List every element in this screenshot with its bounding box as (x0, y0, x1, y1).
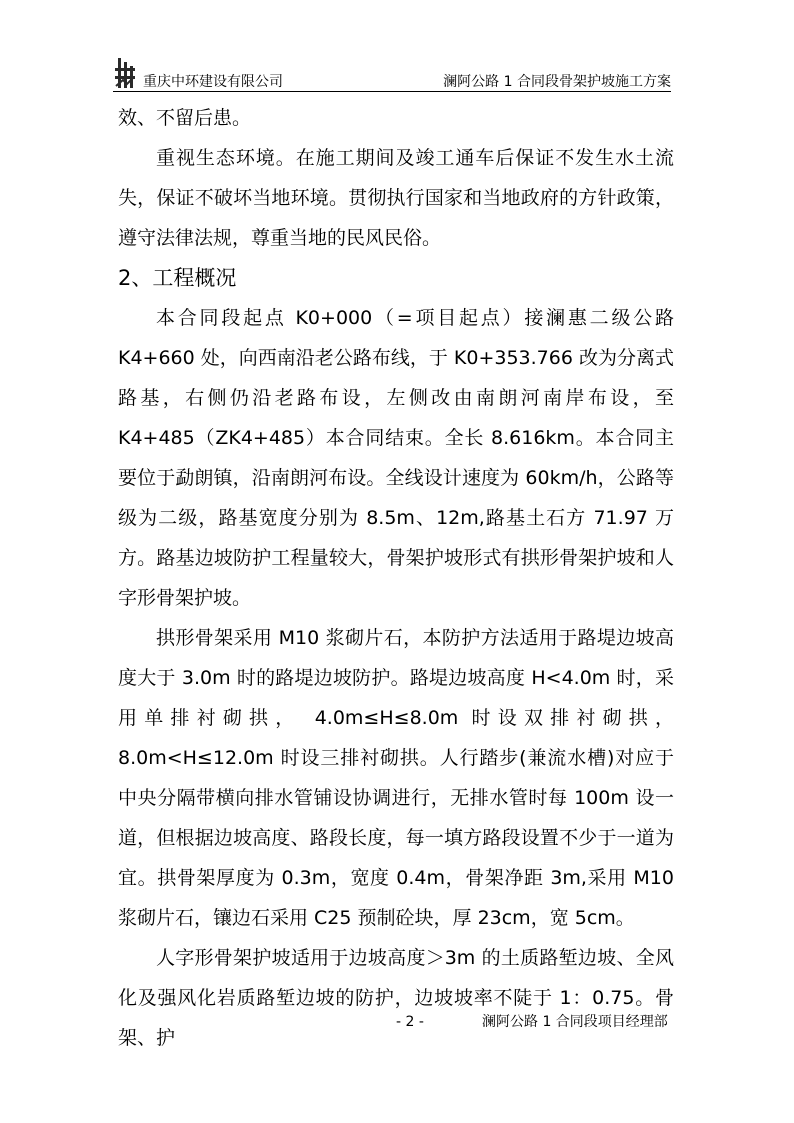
page-number: - 2 - (396, 1014, 424, 1030)
paragraph-herringbone-frame: 人字形骨架护坡适用于边坡高度＞3m 的土质路堑边坡、全风化及强风化岩质路堑边坡的防护，边坡坡率不陡于 1：0.75。骨架、护 (118, 947, 674, 1049)
page-body (118, 98, 674, 1058)
paragraph-continued: 效、不留后患。 (118, 107, 252, 129)
document-title: 澜阿公路 1 合同段骨架护坡施工方案 (443, 74, 671, 90)
paragraph-ecology: 重视生态环境。在施工期间及竣工通车后保证不发生水土流失，保证不破坏当地环境。贯彻执行国家和当地政府的方针政策，遵守法律法规，尊重当地的民风民俗。 (118, 147, 674, 249)
page-header (113, 56, 671, 92)
page-footer (0, 1014, 794, 1034)
paragraph-arch-frame: 拱形骨架采用 M10 浆砌片石，本防护方法适用于路堤边坡高度大于 3.0m 时的路堤边坡防护。路堤边坡高度 H<4.0m 时，采用单排衬砌拱， 4.0m≤H≤8.0m 时设双排衬砌拱， 8.0m<H≤12.0m 时设三排衬砌拱。人行踏步(兼流水槽)对应于中央分隔带横向排水管铺设协调进行，无排水管时每 100m 设一道，但根据边坡高度、路段长度，每一填方路段设置不少于一道为宜。拱骨架厚度为 0.3m，宽度 0.4m，骨架净距 3m,采用 M10 浆砌片石，镶边石采用 C25 预制砼块，厚 23cm，宽 5cm。 (118, 627, 674, 929)
section-heading: 2、工程概况 (118, 266, 237, 290)
company-name: 重庆中环建设有限公司 (143, 74, 283, 90)
paragraph-overview: 本合同段起点 K0+000（=项目起点）接澜惠二级公路 K4+660 处，向西南沿老公路布线，于 K0+353.766 改为分离式路基，右侧仍沿老路布设，左侧改由南朗河南岸布设，至 K4+485（ZK4+485）本合同结束。全长 8.616km。本合同主要位于勐朗镇，沿南朗河布设。全线设计速度为 60km/h，公路等级为二级，路基宽度分别为 8.5m、12m,路基土石方 71.97 万方。路基边坡防护工程量较大，骨架护坡形式有拱形骨架护坡和人字形骨架护坡。 (118, 307, 674, 609)
header-rule (113, 91, 671, 92)
footer-department: 澜阿公路 1 合同段项目经理部 (482, 1014, 668, 1030)
